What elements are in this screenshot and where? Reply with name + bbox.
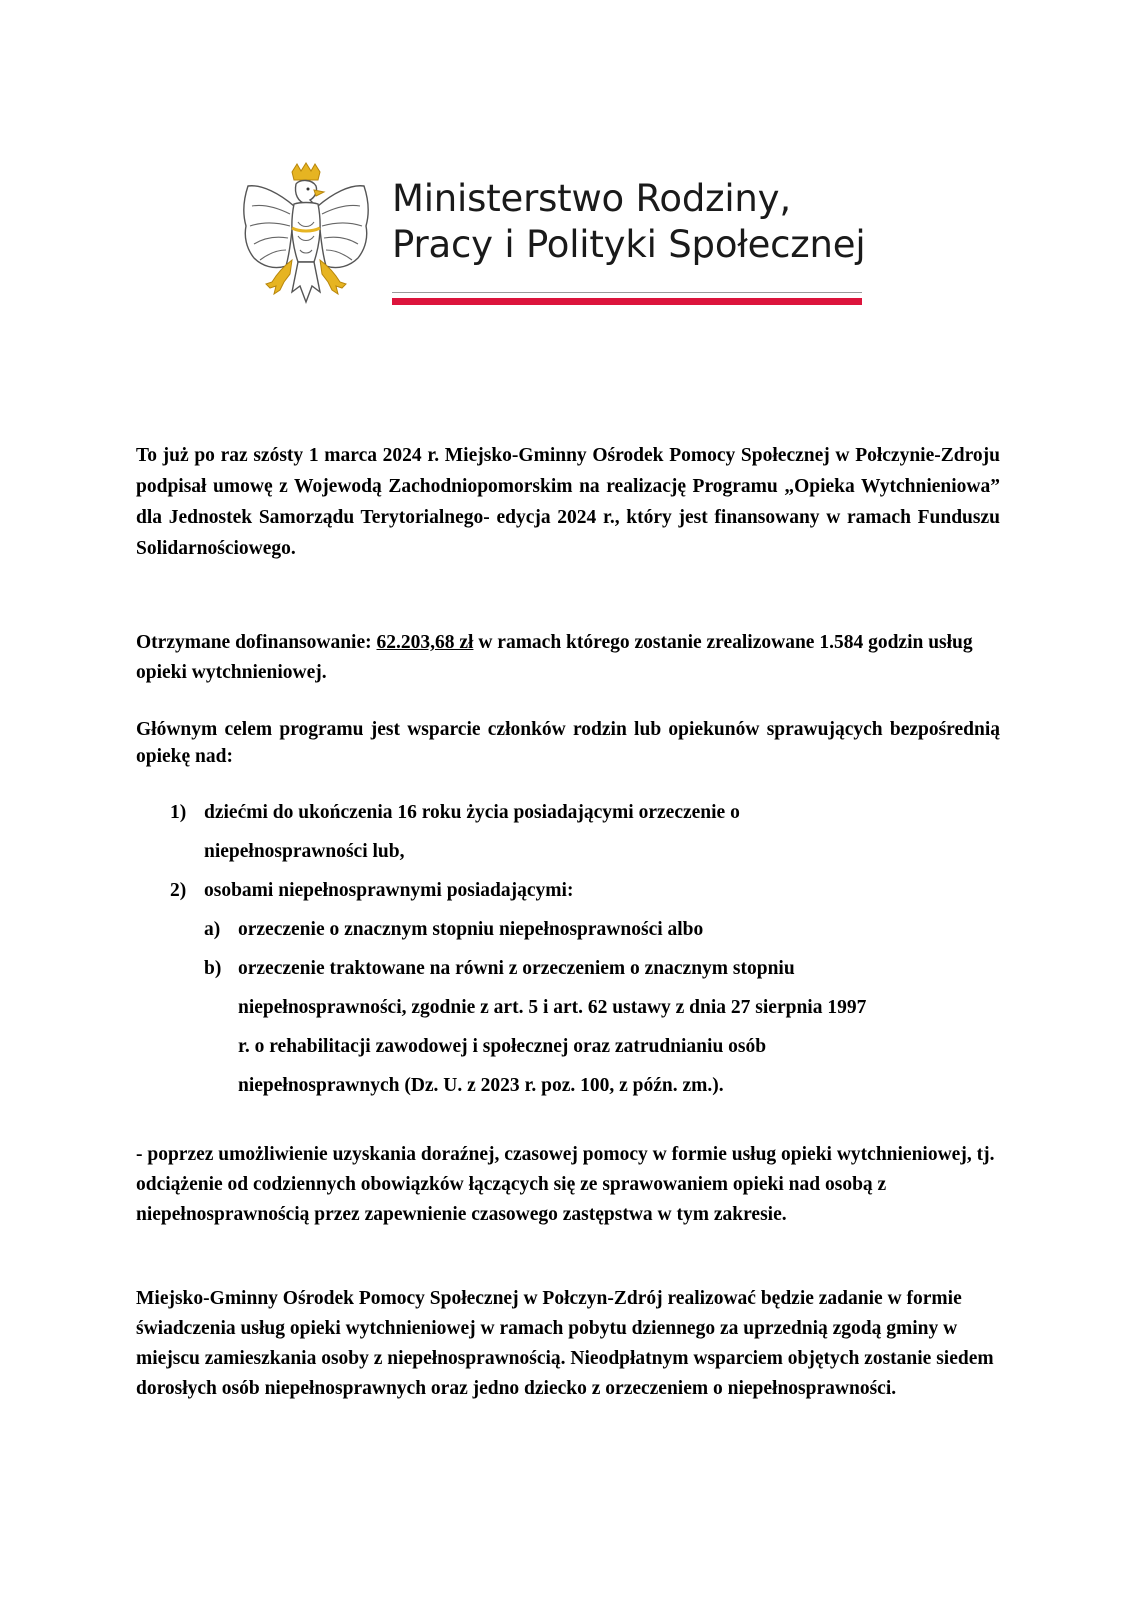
program-goal-paragraph: Głównym celem programu jest wsparcie członków rodzin lub opiekunów sprawujących bezpośrednią opiekę nad: xyxy=(136,719,1000,767)
funding-amount: 62.203,68 zł xyxy=(376,632,474,653)
sub-list-item-text: orzeczenie o znacznym stopniu niepełnosprawności albo xyxy=(238,919,704,940)
ministry-name-line2: Pracy i Polityki Społecznej xyxy=(392,223,866,266)
sub-list-item xyxy=(204,949,1000,1105)
ministry-logo xyxy=(240,162,900,312)
sub-list-item-letter: a) xyxy=(204,919,221,940)
sub-list-item-text: niepełnosprawnych (Dz. U. z 2023 r. poz. 100, z późn. zm.). xyxy=(238,1075,724,1096)
logo-divider-thin xyxy=(392,292,862,293)
list-item-text: osobami niepełnosprawnymi posiadającymi: xyxy=(204,880,574,901)
list-item xyxy=(136,793,1000,871)
list-item-number: 1) xyxy=(170,802,187,823)
ministry-name xyxy=(392,176,865,268)
funding-paragraph xyxy=(136,628,1000,688)
implementation-paragraph: Miejsko-Gminny Ośrodek Pomocy Społecznej w Połczyn-Zdrój realizować będzie zadanie w formie świadczenia usług opieki wytchnieniowej w ramach pobytu dziennego za uprzednią zgodą gminy w miejscu zamieszkania osoby z niepełnosprawnością. Nieodpłatnym wsparciem objętych zostanie siedem dorosłych osób niepełnosprawnych oraz jedno dziecko z orzeczeniem o niepełnosprawności. xyxy=(136,1288,994,1399)
list-item-text: niepełnosprawności lub, xyxy=(204,841,405,862)
sub-list-item-text: orzeczenie traktowane na równi z orzeczeniem o znacznym stopniu xyxy=(238,958,795,979)
funding-suffix: w ramach którego zostanie zrealizowane 1.584 godzin usług opieki wytchnieniowej. xyxy=(136,632,973,683)
intro-paragraph: To już po raz szósty 1 marca 2024 r. Miejsko-Gminny Ośrodek Pomocy Społecznej w Połczynie-Zdroju podpisał umowę z Wojewodą Zachodniopomorskim na realizację Programu „Opieka Wytchnieniowa” dla Jednostek Samorządu Terytorialnego- edycja 2024 r., który jest finansowany w ramach Funduszu Solidarnościowego. xyxy=(136,445,1000,559)
ministry-name-line1: Ministerstwo Rodziny, xyxy=(392,177,791,220)
funding-prefix: Otrzymane dofinansowanie: xyxy=(136,632,377,653)
polish-eagle-emblem-icon xyxy=(240,162,372,310)
sub-list-item-text: r. o rehabilitacji zawodowej i społecznej oraz zatrudnianiu osób xyxy=(238,1036,767,1057)
sub-list-item xyxy=(204,910,1000,949)
list-item-text: dziećmi do ukończenia 16 roku życia posiadającymi orzeczenie o xyxy=(204,802,740,823)
beneficiary-list xyxy=(136,793,1000,1105)
sub-list-item-text: niepełnosprawności, zgodnie z art. 5 i art. 62 ustawy z dnia 27 sierpnia 1997 xyxy=(238,997,867,1018)
logo-divider-red xyxy=(392,298,862,305)
list-item-number: 2) xyxy=(170,880,187,901)
sub-list-item-letter: b) xyxy=(204,958,222,979)
support-form-paragraph: - poprzez umożliwienie uzyskania doraźnej, czasowej pomocy w formie usług opieki wytchnieniowej, tj. odciążenie od codziennych obowiązków łączących się ze sprawowaniem opieki nad osobą z niepełnosprawnością przez zapewnienie czasowego zastępstwa w tym zakresie. xyxy=(136,1144,995,1225)
list-item xyxy=(136,871,1000,910)
